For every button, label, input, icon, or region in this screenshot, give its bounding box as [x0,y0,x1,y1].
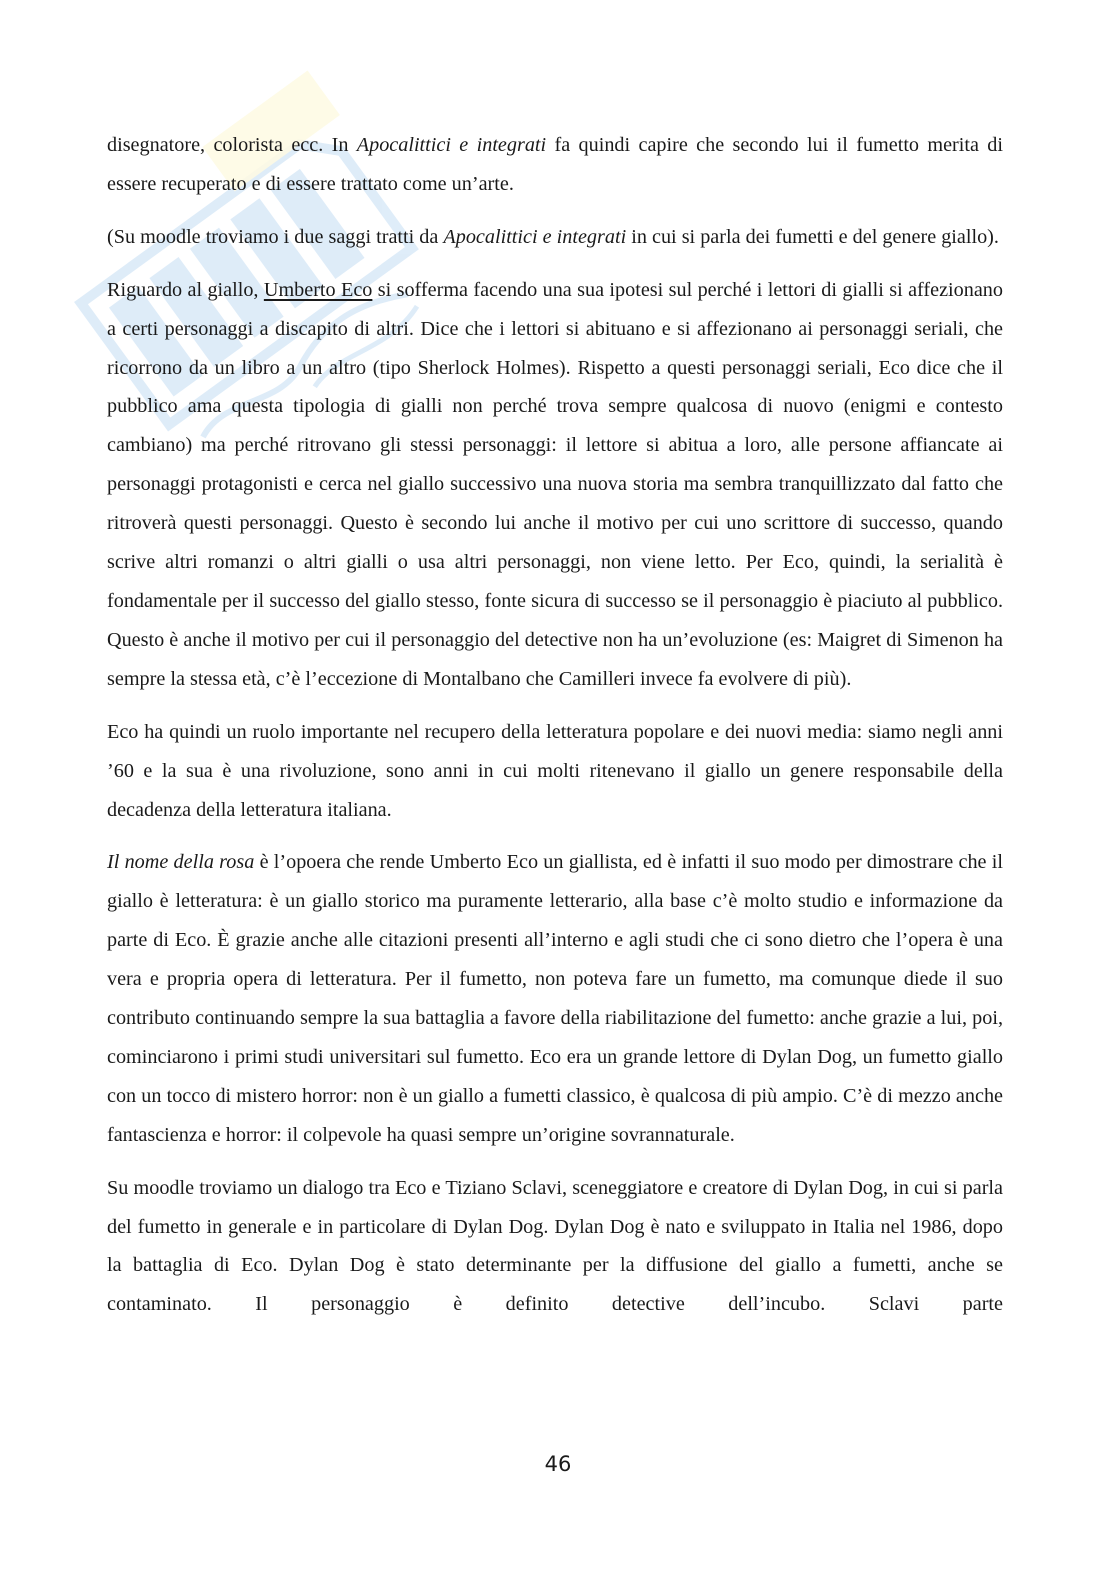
page-number: 46 [544,1452,572,1476]
paragraph [107,218,1003,257]
underlined-name: Umberto Eco [263,278,373,301]
text-run: in cui si parla dei fumetti e del genere giallo). [626,225,999,248]
paragraph [107,271,1003,699]
paragraph [107,1169,1003,1325]
body-text [107,126,1003,1338]
text-run: si sofferma facendo una sua ipotesi sul perché i lettori di gialli si affezionano a certi personaggi a discapito di altri. Dice che i lettori si abituano e si affezionano ai personaggi seriali, che ricorrono da un libro a un altro (tipo Sherlock Holmes). Rispetto a questi personaggi seriali, Eco dice che il pubblico ama questa tipologia di gialli non perché trova sempre qualcosa di nuovo (enigmi e contesto cambiano) ma perché ritrovano gli stessi personaggi: il lettore si abitua a loro, alle persone affiancate ai personaggi protagonisti e cerca nel giallo successivo una nuova storia ma sembra tranquillizzato dal fatto che ritroverà questi personaggi. Questo è secondo lui anche il motivo per cui uno scrittore di successo, quando scrive altri romanzi o altri gialli o usa altri personaggi, non viene letto. Per Eco, quindi, la serialità è fondamentale per il successo del giallo stesso, fonte sicura di successo se il personaggio è piaciuto al pubblico. Questo è anche il motivo per cui il personaggio del detective non ha un’evoluzione (es: Maigret di Simenon ha sempre la stessa età, c’è l’eccezione di Montalbano che Camilleri invece fa evolvere di più). [107,278,1003,690]
text-run: Riguardo al giallo, [107,278,264,301]
paragraph [107,713,1003,830]
italic-title: Il nome della rosa [107,851,255,874]
italic-title: Apocalittici e integrati [356,134,547,156]
paragraph [107,843,1003,1154]
italic-title: Apocalittici e integrati [443,225,627,248]
text-run: fa quindi capire che secondo lui il fumetto merita di essere recuperato e di essere trattato come un’arte. [107,134,1003,195]
text-run: Su moodle troviamo un dialogo tra Eco e Tiziano Sclavi, sceneggiatore e creatore di Dylan Dog, in cui si parla del fumetto in generale e in particolare di Dylan Dog. Dylan Dog è nato e sviluppato in Italia nel 1986, dopo la battaglia di Eco. Dylan Dog è stato determinante per la diffusione del giallo a fumetti, anche se contaminato. Il personaggio è definito detective dell’incubo. Sclavi parte [107,1176,1003,1316]
text-run: disegnatore, colorista ecc. In [107,134,357,156]
text-run: Eco ha quindi un ruolo importante nel recupero della letteratura popolare e dei nuovi media: siamo negli anni ’60 e la sua è una rivoluzione, sono anni in cui molti ritenevano il giallo un genere responsabile della decadenza della letteratura italiana. [107,720,1003,821]
text-run: è l’opoera che rende Umberto Eco un giallista, ed è infatti il suo modo per dimostrare che il giallo è letteratura: è un giallo storico ma puramente letterario, alla base c’è molto studio e informazione da parte di Eco. È grazie anche alle citazioni presenti all’interno e agli studi che ci sono dietro che l’opera è una vera e propria opera di letteratura. Per il fumetto, non poteva fare un fumetto, ma comunque diede il suo contributo continuando sempre la sua battaglia a favore della riabilitazione del fumetto: anche grazie a lui, poi, cominciarono i primi studi universitari sul fumetto. Eco era un grande lettore di Dylan Dog, un fumetto giallo con un tocco di mistero horror: non è un giallo a fumetti classico, è qualcosa di più ampio. C’è di mezzo anche fantascienza e horror: il colpevole ha quasi sempre un’origine sovrannaturale. [107,851,1003,1146]
paragraph [107,126,1003,204]
text-run: (Su moodle troviamo i due saggi tratti da [107,225,444,248]
